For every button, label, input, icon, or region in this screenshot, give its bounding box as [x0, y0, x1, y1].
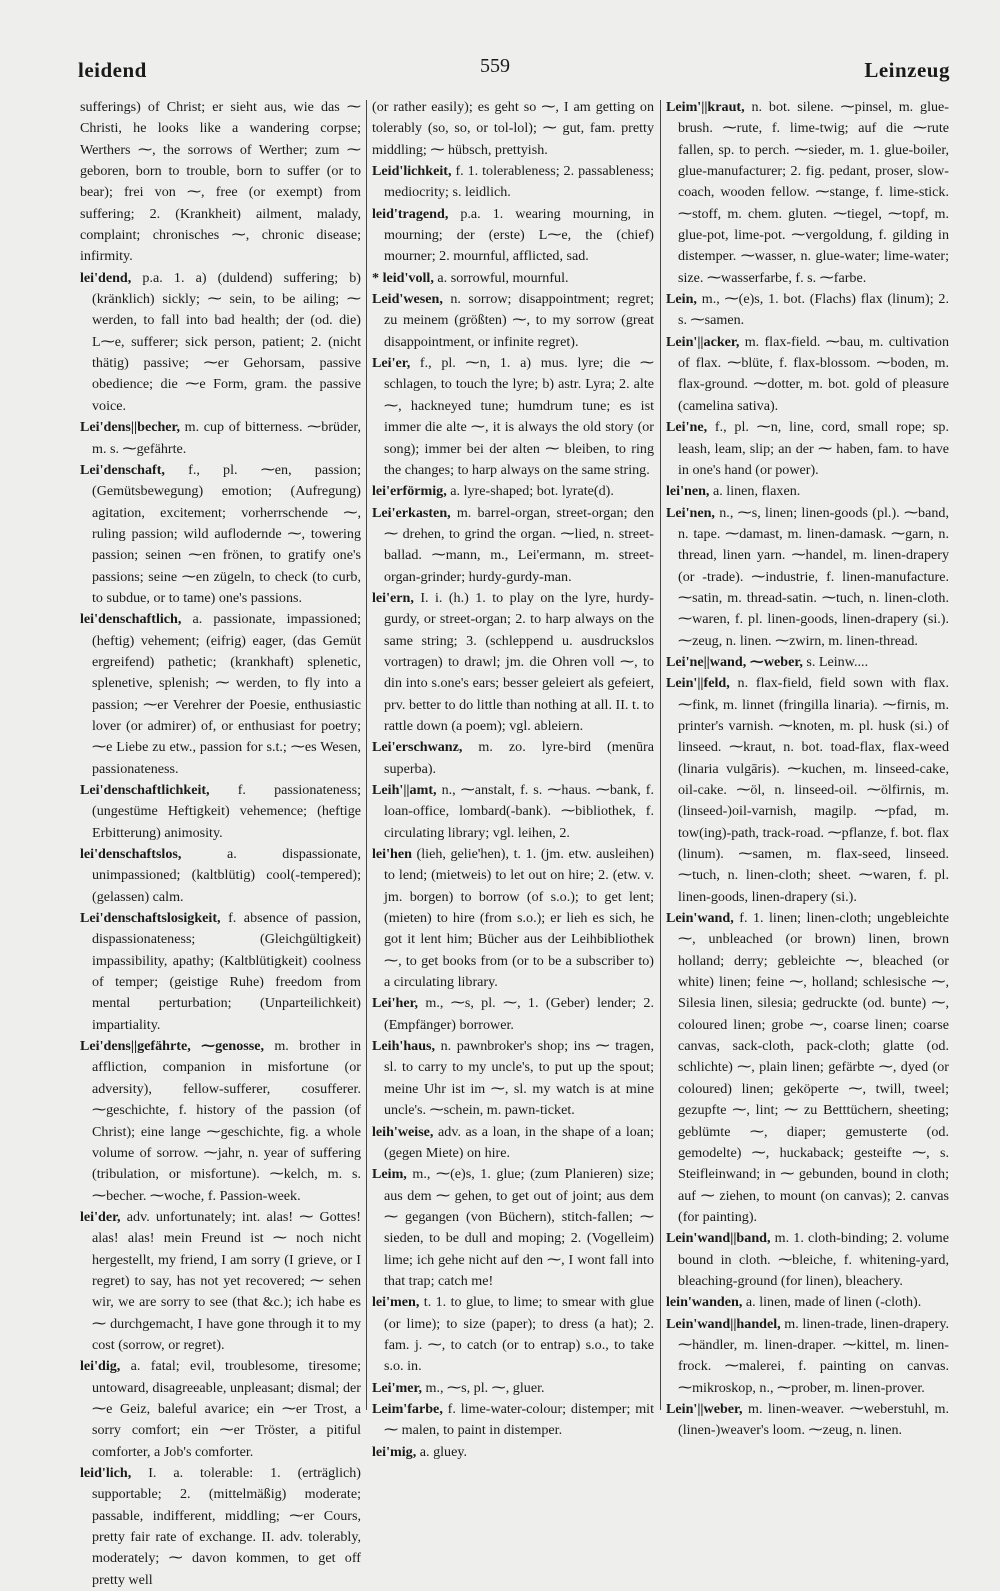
entry-definition: n., ⁓anstalt, f. s. ⁓haus. ⁓bank, f. loan-office, lombard(-bank). ⁓bibliothek, f. circulating library; vgl. leihen, 2. [384, 782, 654, 841]
entry-headword: Leid'lichkeit, [372, 163, 452, 180]
column-2 [372, 97, 654, 1487]
entry-headword: Lein'||feld, [666, 675, 730, 692]
entry-headword: lei'men, [372, 1294, 420, 1311]
entry-definition: f. lime-water-colour; distemper; mit ⁓ malen, to paint in distemper. [384, 1400, 654, 1439]
dictionary-entry [80, 780, 361, 844]
entry-definition: I. i. (h.) 1. to play on the lyre, hurdy-gurdy, or street-organ; 2. to harp always on the same string; 3. (schleppend u. ausdruckslos vortragen) to drawl; jm. die Ohren voll ⁓, to din into s.one's ears; besser geleiert als gefeiert, prv. better to do little than nothing at all. II. t. to rattle down (a poem); vgl. ableiern. [384, 589, 654, 734]
dictionary-entry [666, 1292, 949, 1313]
dictionary-entry [666, 908, 949, 1228]
entry-definition: m., ⁓(e)s, 1. glue; (zum Planieren) size; aus dem ⁓ gehen, to get out of joint; aus dem ⁓ gegangen (von Büchern), stitch-fallen; ⁓ sieden, to be dull and moping; 2. (Vogelleim) lime; ich gehe nicht auf den ⁓, I wont fall into that trap; catch me! [384, 1166, 654, 1289]
entry-definition: p.a. 1. a) (duldend) suffering; b) (kränklich) sickly; ⁓ sein, to be ailing; ⁓ werden, to fall into bad health; der (od. die) L⁓e, sufferer; sick person, patient; 2. (nicht thätig) passive; ⁓er Gehorsam, passive obedience; die ⁓e Form, gram. the passive voice. [92, 269, 361, 414]
entry-headword: leid'tragend, [372, 205, 449, 222]
entry-definition: m. 1. cloth-binding; 2. volume bound in cloth. ⁓bleiche, f. whitening-yard, bleaching-ground (for linen), bleachery. [678, 1230, 949, 1289]
entry-definition: a. gluey. [419, 1443, 467, 1460]
entry-definition: m. linen-weaver. ⁓weberstuhl, m. (linen-)weaver's loom. ⁓zeug, n. linen. [678, 1400, 949, 1439]
dictionary-entry [372, 1164, 654, 1292]
entry-definition: m. brother in affliction, companion in misfortune (or adversity), fellow-sufferer, cosufferer. ⁓geschichte, f. history of the passion (of Christ); eine lange ⁓geschichte, fig. a whole volume of sorrow. ⁓jahr, n. year of suffering (tribulation, or misfortune). ⁓kelch, m. s. ⁓becher. ⁓woche, f. Passion-week. [92, 1038, 361, 1204]
entry-definition: m., ⁓s, pl. ⁓, 1. (Geber) lender; 2. (Empfänger) borrower. [384, 995, 654, 1033]
entry-headword: Leim'||kraut, [666, 99, 745, 115]
dictionary-entry [372, 1442, 654, 1463]
entry-headword: Leih'||amt, [372, 782, 437, 798]
entry-headword: Lein'wand, [666, 910, 734, 927]
entry-definition: f., pl. ⁓en, passion; (Gemütsbewegung) emotion; (Aufregung) agitation, excitement; vorherrschende ⁓, ruling passion; wild auflodernde ⁓, towering passion; seinen ⁓en frönen, to gratify one's passions; seine ⁓en zügeln, to check (to curb, to subdue, or to tame) one's passions. [92, 461, 361, 606]
entry-definition: m. linen-trade, linen-drapery. ⁓händler, m. linen-draper. ⁓kittel, m. linen-frock. ⁓malerei, f. painting on canvas. ⁓mikroskop, n., ⁓prober, m. linen-prover. [678, 1315, 949, 1396]
dictionary-entry [372, 503, 654, 588]
dictionary-entry [372, 481, 654, 502]
entry-headword: Lein'||acker, [666, 333, 740, 350]
entry-headword: Lei'mer, [372, 1379, 422, 1396]
dictionary-entry [80, 1207, 361, 1356]
dictionary-entry [372, 1122, 654, 1165]
entry-headword: Leim, [372, 1166, 407, 1183]
entry-headword: Lein'wand||handel, [666, 1315, 781, 1332]
entry-definition: m. cup of bitterness. ⁓brüder, m. s. ⁓gefährte. [92, 419, 361, 457]
entry-headword: lei'hen [372, 846, 412, 863]
entry-headword: Lei'denschaftlichkeit, [80, 782, 210, 798]
entry-headword: lei'ern, [372, 589, 414, 606]
entry-definition: n. sorrow; disappointment; regret; zu meinem (größten) ⁓, to my sorrow (great disappointment, or infinite regret). [384, 291, 655, 350]
entry-headword: leid'lich, [80, 1465, 132, 1481]
entry-headword: leih'weise, [372, 1123, 434, 1140]
entry-headword: * leid'voll, [372, 269, 434, 286]
dictionary-entry [666, 1228, 949, 1292]
entry-headword: lei'denschaftslos, [80, 846, 182, 863]
dictionary-entry [80, 609, 361, 780]
dictionary-entry [372, 97, 654, 161]
entry-definition: n. flax-field, field sown with flax. ⁓fink, m. linnet (fringilla linaria). ⁓firnis, m. printer's varnish. ⁓knoten, m. pl. husk (si.) of linseed. ⁓kraut, n. bot. toad-flax, flax-weed (linaria vulgāris). ⁓kuchen, m. linseed-cake, oil-cake. ⁓öl, n. linseed-oil. ⁓ölfirnis, m. (linseed-)oil-varnish, magilp. ⁓pfad, m. tow(ing)-path, track-road. ⁓pflanze, f. bot. flax (linum). ⁓samen, m. flax-seed, linseed. ⁓tuch, n. linen-cloth; sheet. ⁓waren, f. pl. linen-goods, linen-drapery (si.). [678, 675, 950, 905]
entry-headword: lei'nen, [666, 483, 710, 500]
entry-headword: Lei'er, [372, 355, 411, 372]
dictionary-entry [666, 289, 949, 332]
entry-definition: a. dispassionate, unimpassioned; (kaltblütig) cool(-tempered); (gelassen) calm. [92, 846, 361, 905]
entry-definition: p.a. 1. wearing mourning, in mourning; der (erste) L⁓e, the (chief) mourner; 2. mournful, afflicted, sad. [384, 205, 654, 265]
entry-headword: Lei'ne||wand, ⁓weber, [666, 653, 803, 670]
entry-definition: a. passionate, impassioned; (heftig) vehement; (eifrig) eager, (das Gemüt ergreifend) pathetic; (krankhaft) splenetic, splenetive, splenish; ⁓ werden, to fly into a passion; ⁓er Verehrer der Poesie, enthusiastic lover (or admirer) of, or enthusiast for poetry; ⁓e Liebe zu etw., passion for s.t.; ⁓es Wesen, passionateness. [92, 611, 362, 777]
dictionary-entry [372, 737, 654, 780]
entry-definition: n., ⁓s, linen; linen-goods (pl.). ⁓band, n. tape. ⁓damast, m. linen-damask. ⁓garn, n. thread, linen yarn. ⁓handel, m. linen-drapery (or -trade). ⁓industrie, f. linen-manufacture. ⁓satin, m. thread-satin. ⁓tuch, n. linen-cloth. ⁓waren, f. pl. linen-goods, linen-drapery (si.). ⁓zeug, n. linen. ⁓zwirn, m. linen-thread. [678, 504, 949, 649]
dictionary-entry [666, 332, 949, 417]
entry-headword: Lei'denschaft, [80, 461, 165, 478]
entry-definition: sufferings) of Christ; er sieht aus, wie das ⁓ Christi, he looks like a wandering corpse; Werthers ⁓, the sorrows of Werther; zum ⁓ geboren, born to trouble, born to suffer (or to bear); frei von ⁓, free (or exempt) from suffering; 2. (Krankheit) ailment, malady, complaint; chronisches ⁓, chronic disease; infirmity. [80, 99, 361, 265]
entry-definition: a. linen, flaxen. [713, 483, 801, 500]
entry-definition: a. linen, made of linen (-cloth). [745, 1294, 922, 1311]
entry-headword: Lein'wand||band, [666, 1230, 771, 1247]
dictionary-entry [666, 1314, 949, 1399]
entry-headword: lei'der, [80, 1208, 121, 1225]
dictionary-entry [80, 1356, 361, 1463]
entry-headword: Lein'||weber, [666, 1400, 743, 1417]
entry-definition: f. 1. tolerableness; 2. passableness; mediocrity; s. leidlich. [384, 163, 654, 201]
dictionary-entry [80, 97, 361, 268]
entry-definition: (or rather easily); es geht so ⁓, I am getting on tolerably (so, so, or tol-lol); ⁓ gut, fam. pretty middling; ⁓ hübsch, prettyish. [372, 99, 654, 158]
entry-headword: lei'denschaftlich, [80, 611, 182, 628]
entry-definition: m. zo. lyre-bird (menūra superba). [384, 739, 654, 777]
dictionary-entry [80, 417, 361, 460]
dictionary-entry [372, 289, 654, 353]
entry-definition: a. sorrowful, mournful. [437, 269, 569, 286]
dictionary-entry [80, 908, 361, 1036]
dictionary-entry [372, 161, 654, 204]
entry-headword: Lei'dens||gefährte, ⁓genosse, [80, 1038, 265, 1055]
entry-headword: Lei'erkasten, [372, 504, 451, 521]
dictionary-entry [372, 993, 654, 1036]
entry-headword: Leih'haus, [372, 1038, 436, 1055]
dictionary-entry [80, 460, 361, 609]
dictionary-entry [372, 268, 654, 289]
entry-definition: s. Leinw.... [806, 653, 869, 670]
entry-definition: a. lyre-shaped; bot. lyrate(d). [450, 483, 614, 500]
dictionary-entry [372, 204, 654, 268]
right-guide-word: Leinzeug [864, 58, 950, 82]
dictionary-entry [372, 1399, 654, 1442]
entry-headword: lei'dend, [80, 269, 132, 286]
entry-definition: (lieh, gelie'hen), t. 1. (jm. etw. ausleihen) to lend; (mietweis) to let out on hire; 2. (etw. v. jm. borgen) to borrow (of s.o.); to get lent; (mieten) to hire (from s.o.); er lieh es sich, he got it lent him; Bücher aus der Leihbibliothek ⁓, to get books from (or to be a subscriber to) a circulating library. [384, 846, 654, 991]
dictionary-entry [80, 268, 361, 417]
entry-headword: Leid'wesen, [372, 291, 443, 308]
entry-headword: Lein, [666, 291, 697, 308]
entry-definition: f., pl. ⁓n, line, cord, small rope; sp. leash, leam, slip; an der ⁓ haben, fam. to have in one's hand (or power). [678, 419, 949, 478]
dictionary-entry [666, 481, 949, 502]
entry-definition: f. absence of passion, dispassionateness; (Gleichgültigkeit) impassibility, apathy; (Kaltblütigkeit) coolness of temper; (geistige Ruhe) freedom from mental perturbation; (Unparteilichkeit) impartiality. [92, 910, 361, 1033]
entry-headword: lei'dig, [80, 1358, 121, 1375]
page-number: 559 [480, 55, 510, 77]
dictionary-entry [666, 673, 949, 908]
entry-definition: f. passionateness; (ungestüme Heftigkeit) vehemence; (heftige Erbitterung) animosity. [92, 782, 361, 841]
entry-definition: I. a. tolerable: 1. (erträglich) supportable; 2. (mittelmäßig) moderate; passable, indifferent, middling; ⁓er Cours, pretty fair rate of exchange. II. adv. tolerably, moderately; ⁓ davon kommen, to get off pretty well [92, 1465, 361, 1588]
column-divider [660, 100, 661, 1410]
entry-definition: m. barrel-organ, street-organ; den ⁓ drehen, to grind the organ. ⁓lied, n. street-ballad. ⁓mann, m., Lei'ermann, m. street-organ-grinder; hurdy-gurdy-man. [384, 504, 654, 585]
entry-definition: adv. unfortunately; int. alas! ⁓ Gottes! alas! alas! mein Freund ist ⁓ noch nicht hergestellt, my friend, I am sorry (I grieve, or I regret) to say, has not yet recovered; ⁓ sehen wir, we are sorry to see (that &c.); ich habe es ⁓ durchgemacht, I have gone through it to my cost (sorrow, or regret). [92, 1208, 361, 1353]
dictionary-entry [80, 844, 361, 908]
left-guide-word: leidend [78, 58, 147, 82]
entry-headword: lein'wanden, [666, 1294, 743, 1311]
dictionary-entry [80, 1036, 361, 1207]
dictionary-entry [666, 652, 949, 673]
dictionary-entry [666, 1399, 949, 1442]
entry-definition: m., ⁓(e)s, 1. bot. (Flachs) flax (linum); 2. s. ⁓samen. [678, 291, 949, 329]
dictionary-entry [666, 417, 949, 481]
dictionary-entry [372, 353, 654, 481]
entry-headword: Lei'denschaftslosigkeit, [80, 910, 221, 927]
entry-definition: m. flax-field. ⁓bau, m. cultivation of flax. ⁓blüte, f. flax-blossom. ⁓boden, m. flax-ground. ⁓dotter, m. bot. gold of pleasure (camelina sativa). [678, 333, 949, 414]
entry-headword: Lei'erschwanz, [372, 739, 463, 756]
entry-headword: Lei'dens||becher, [80, 419, 181, 436]
entry-definition: a. fatal; evil, troublesome, tiresome; untoward, disagreeable, unpleasant; dismal; der ⁓e Geiz, baleful avarice; ein ⁓er Trost, a sorry comfort; ein ⁓er Tröster, a pitiful comforter, a Job's comforter. [92, 1358, 361, 1460]
entry-definition: adv. as a loan, in the shape of a loan; (gegen Miete) on hire. [384, 1123, 654, 1161]
running-header [0, 50, 1000, 90]
entry-definition: n. bot. silene. ⁓pinsel, m. glue-brush. ⁓rute, f. lime-twig; auf die ⁓rute fallen, sp. to perch. ⁓sieder, m. 1. glue-boiler, glue-manufacturer; 2. fig. pedant, proser, slow-coach, wooden fellow. ⁓stange, f. lime-stick. ⁓stoff, m. chem. gluten. ⁓tiegel, ⁓topf, m. glue-pot, lime-pot. ⁓vergoldung, f. gilding in distemper. ⁓wasser, n. glue-water; lime-water; size. ⁓wasserfarbe, f. s. ⁓farbe. [678, 99, 949, 286]
column-3 [666, 97, 949, 1487]
entry-headword: Lei'her, [372, 995, 419, 1012]
dictionary-entry [372, 1036, 654, 1121]
entry-definition: f., pl. ⁓n, 1. a) mus. lyre; die ⁓ schlagen, to touch the lyre; b) astr. Lyra; 2. alte ⁓, hackneyed tune; humdrum tune; es ist immer die alte ⁓, it is always the old story (or song); immer bei der alten ⁓ bleiben, to ring the changes; to harp always on the same string. [384, 355, 654, 478]
dictionary-entry [372, 780, 654, 844]
entry-headword: lei'erförmig, [372, 483, 447, 500]
entry-headword: lei'mig, [372, 1443, 417, 1460]
column-divider [366, 100, 367, 1410]
dictionary-entry [666, 97, 949, 289]
dictionary-entry [372, 1378, 654, 1399]
entry-headword: Leim'farbe, [372, 1400, 443, 1417]
dictionary-entry [80, 1463, 361, 1591]
dictionary-entry [666, 503, 949, 652]
dictionary-entry [372, 1292, 654, 1377]
dictionary-entry [372, 588, 654, 737]
column-1 [80, 97, 362, 1588]
entry-headword: Lei'ne, [666, 419, 708, 436]
dictionary-entry [372, 844, 654, 993]
entry-headword: Lei'nen, [666, 504, 715, 521]
entry-definition: n. pawnbroker's shop; ins ⁓ tragen, sl. to carry to my uncle's, to put up the spout; meine Uhr ist im ⁓, sl. my watch is at mine uncle's. ⁓schein, m. pawn-ticket. [384, 1038, 655, 1119]
entry-definition: f. 1. linen; linen-cloth; ungebleichte ⁓, unbleached (or brown) linen, brown holland; derry; gebleichte ⁓, bleached (or white) linen; feine ⁓, holland; schlesische ⁓, Silesia linen, silesia; gedruckte (od. bunte) ⁓, coloured linen; grobe ⁓, coarse linen; coarse canvas, sack-cloth, pack-cloth; glatte (od. schlichte) ⁓, plain linen; gefärbte ⁓, dyed (or coloured) linen; geköperte ⁓, twill, tweel; gezupfte ⁓, lint; ⁓ zu Betttüchern, sheeting; geblümte ⁓, diaper; gemusterte (od. gemodelte) ⁓, huckaback; gesteifte ⁓, s. Steifleinwand; in ⁓ gebunden, bound in cloth; auf ⁓ ziehen, to mount (on canvas); 2. canvas (for painting). [678, 910, 950, 1225]
entry-definition: t. 1. to glue, to lime; to smear with glue (or lime); to size (paper); to dress (a hat); 2. fam. j. ⁓, to catch (or to entrap) s.o., to take s.o. in. [384, 1294, 654, 1375]
entry-definition: m., ⁓s, pl. ⁓, gluer. [425, 1379, 545, 1396]
